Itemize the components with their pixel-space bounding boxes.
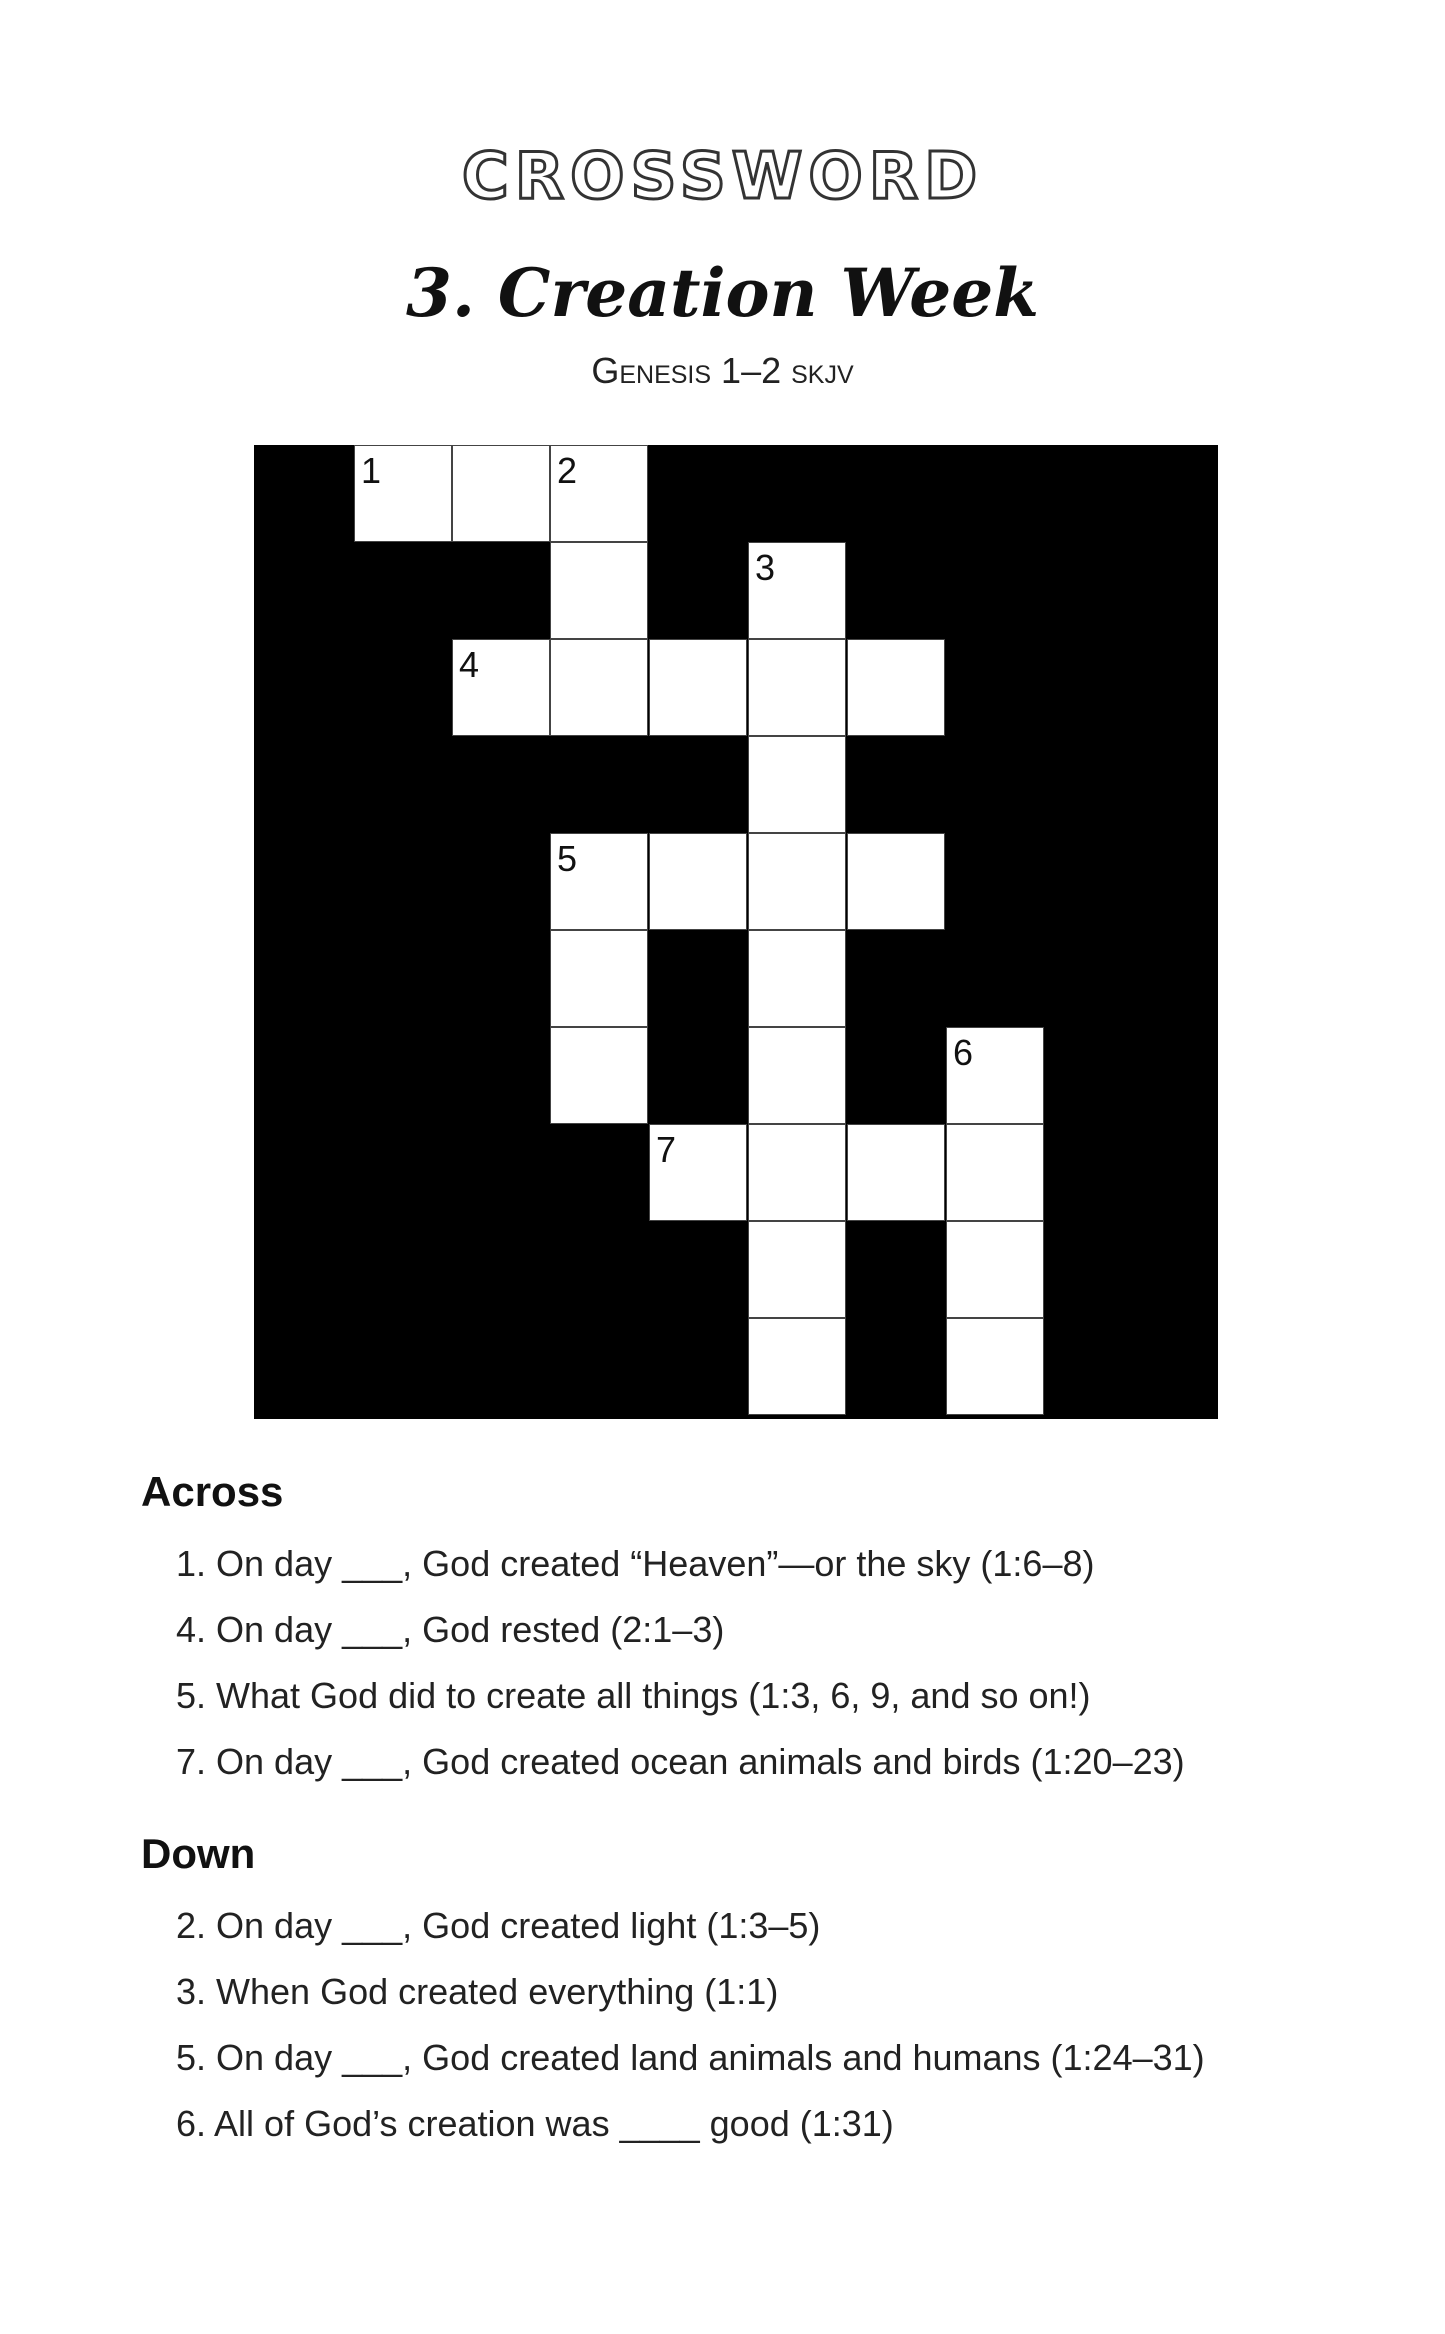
page-kicker: CROSSWORD: [461, 140, 984, 214]
grid-cell[interactable]: [550, 542, 648, 639]
grid-cell[interactable]: [550, 833, 648, 930]
grid-cell[interactable]: [550, 1027, 648, 1124]
clue-number: 3: [755, 547, 776, 588]
grid-cell[interactable]: [748, 1318, 846, 1415]
clue-number: 4: [459, 644, 480, 685]
grid-cell[interactable]: [649, 1124, 747, 1221]
across-clue: 7. On day ___, God created ocean animals and birds (1:20–23): [176, 1741, 1185, 1782]
grid-cell[interactable]: [748, 1221, 846, 1318]
grid-cell[interactable]: [847, 639, 945, 736]
scripture-reference: Genesis 1–2 skjv: [591, 350, 854, 391]
grid-cell[interactable]: [649, 833, 747, 930]
clue-number: 2: [557, 450, 578, 491]
across-clue: 1. On day ___, God created “Heaven”—or the sky (1:6–8): [176, 1543, 1095, 1584]
grid-cell[interactable]: [649, 639, 747, 736]
grid-cell[interactable]: [748, 639, 846, 736]
across-clue: 5. What God did to create all things (1:3, 6, 9, and so on!): [176, 1675, 1091, 1716]
grid-cell[interactable]: [354, 445, 452, 542]
crossword-grid: [254, 445, 1218, 1419]
down-clue: 5. On day ___, God created land animals and humans (1:24–31): [176, 2037, 1205, 2078]
grid-cell[interactable]: [550, 930, 648, 1027]
grid-cell[interactable]: [452, 445, 550, 542]
puzzle-title: 3. Creation Week: [406, 254, 1039, 332]
grid-cell[interactable]: [847, 1124, 945, 1221]
grid-cell[interactable]: [748, 833, 846, 930]
grid-cell[interactable]: [550, 639, 648, 736]
grid-cell[interactable]: [946, 1318, 1044, 1415]
down-heading: Down: [141, 1830, 256, 1877]
clue-number: 5: [557, 838, 578, 879]
grid-cell[interactable]: [748, 930, 846, 1027]
grid-cell[interactable]: [748, 1124, 846, 1221]
grid-cell[interactable]: [946, 1124, 1044, 1221]
grid-cell[interactable]: [847, 833, 945, 930]
across-heading: Across: [141, 1468, 284, 1515]
grid-cell[interactable]: [748, 542, 846, 639]
grid-cell[interactable]: [550, 445, 648, 542]
down-clue: 6. All of God’s creation was ____ good (1:31): [176, 2103, 894, 2144]
clue-number: 1: [361, 450, 382, 491]
grid-cell[interactable]: [946, 1027, 1044, 1124]
clue-number: 7: [656, 1129, 677, 1170]
grid-cell[interactable]: [748, 1027, 846, 1124]
grid-cell[interactable]: [452, 639, 550, 736]
grid-cell[interactable]: [946, 1221, 1044, 1318]
grid-cell[interactable]: [748, 736, 846, 833]
down-clue: 3. When God created everything (1:1): [176, 1971, 779, 2012]
down-clue: 2. On day ___, God created light (1:3–5): [176, 1905, 821, 1946]
clue-number: 6: [953, 1032, 974, 1073]
across-clue: 4. On day ___, God rested (2:1–3): [176, 1609, 725, 1650]
